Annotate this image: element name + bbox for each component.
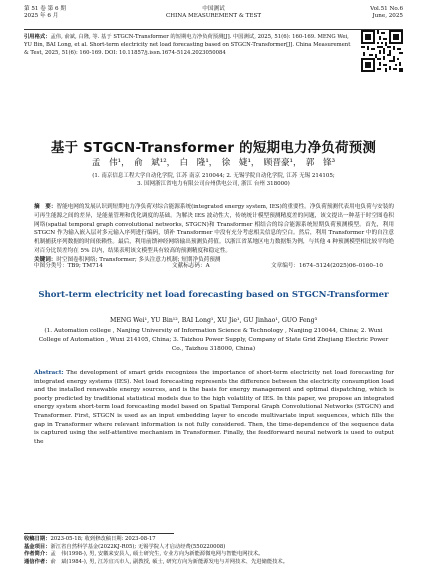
keywords-cn-text: 时空图卷积网络; Transformer; 多头注意力机制; 短期净负荷预测 xyxy=(56,256,221,263)
received-date xyxy=(24,536,403,544)
citation-label: 引用格式： xyxy=(24,34,51,40)
corresponding-label: 通信作者： xyxy=(24,558,51,565)
fund-text: 浙江省自然科学基金(2022KJ-R05); 无锡学院人才启动经费(550220008) xyxy=(50,543,226,550)
abstract-en xyxy=(34,369,394,446)
authors-cn: 孟 伟¹， 俞 斌¹²， 白 隆¹， 徐 婕¹， 顾晋豪¹， 郭 锋³ xyxy=(91,158,336,168)
clc-number: 中图分类号：TB9; TM714 xyxy=(34,263,103,269)
abstract-en-text: The development of smart grids recognizes the importance of short-term electricity net load forecasting for integrated energy systems (IES). Net load forecasting represents the difference between the electricity consumption load and the installed renewable energy sources, and is the basis for energy management and optimal dispatching, which is poorly predicted by traditional statistical models due to the high volatility of IES. In this paper, we propose an integrated energy system short-term load forecasting model based on Spatial Temporal Graph Convolutional Networks (STGCN) and Transformer. First, STGCN is used as an input embedding layer to encode multivariate input sequences, which fills the gap in Transformer where relevant information is not fully considered. Then, the time-dependence of the sequence data is captured using the self-attentive mechanism in Transformer. Finally, the feedforward neural network is used to output the xyxy=(34,370,394,445)
received-label: 收稿日期： xyxy=(24,536,51,542)
article-title-cn: 基于 STGCN-Transformer 的短期电力净负荷预测 xyxy=(50,140,377,156)
header-volume-en: Vol.51 No.6 June, 2025 xyxy=(370,6,403,19)
citation-block xyxy=(24,33,352,57)
abstract-cn-label: 摘 要： xyxy=(34,204,57,210)
article-title-en: Short-term electricity net load forecasting based on STGCN-Transformer xyxy=(38,290,389,300)
abstract-cn-text: 智能电网的发展认识到短期电力净负荷对综合能源系统(integrated energy system, IES)的重要性。净负荷预测代表用电负荷与安装的可再生能源之间的差异，是能量管理和优化调度的基础。为解决 IES 波动性大，传统统计模型预测精度差的问题，该文提出一种基于时空图卷积网络(spatial temporal graph convolutional networks, STGCN)和 Transformer 相结合的综合能源系统短期负荷预测模型。首先，利用 STGCN 作为输入嵌入层对多元输入序列进行编码，填补 Transformer 中没有充分考虑相关信息的空白。然后，利用 Transformer 中的自注意机制捕获序列数据的时间依赖性。最后，利用前馈神经网络输出预测负荷值。以浙江省某地区电力数据集为例，与其他 4 种预测模型相比较平均绝对百分比误差均在 5% 以内，结果表明该文模型具有较高的预测精度和稳定性。 xyxy=(34,204,394,254)
qr-code-icon xyxy=(361,30,403,72)
authors-en: MENG Wei¹, YU Bin¹², BAI Long¹, XU Jie¹, GU Jinhao¹, GUO Feng³ xyxy=(109,317,318,324)
fund-label: 基金项目： xyxy=(24,543,51,550)
article-number: 文章编号：1674–5124(2025)06–0160–10 xyxy=(271,263,383,269)
affiliations-cn: (1. 南京信息工程大学自动化学院, 江苏 南京 210044; 2. 无锡学院自动化学院, 江苏 无锡 214105; 3. 国网浙江省电力有限公司台州供电公司, 浙江 台州 318000) xyxy=(92,173,335,188)
keywords-cn-label: 关键词： xyxy=(34,256,57,263)
abstract-en-label: Abstract: xyxy=(34,370,64,376)
header-rule xyxy=(24,29,403,30)
journal-header xyxy=(24,6,403,28)
author-bio xyxy=(24,551,403,559)
corresponding-author xyxy=(24,559,403,567)
citation-text: 孟伟, 俞斌, 白隆, 等. 基于 STGCN-Transformer 的短期电力净负荷预测[J]. 中国测试, 2025, 51(6): 160-169. MENG Wei, YU Bin, BAI Long, et al. Short-term electricity net load forecasting based on STGCN-Transformer[J]. China Measurement & Test, 2025, 51(6): 160-169. DOI: 10.11857/j.issn.1674-5124.2023050084 xyxy=(24,34,351,56)
header-volume-cn: 第 51 卷 第 6 期 2025 年 6 月 xyxy=(24,6,66,19)
header-journal-name: 中国测试 CHINA MEASUREMENT & TEST xyxy=(165,6,262,19)
abstract-cn xyxy=(34,203,394,265)
document-code: 文献标志码：A xyxy=(172,263,210,269)
bio-text: 孟 伟(1998-), 男, 安徽来安县人, 硕士研究生, 专业方向为新能源微电网与智能电网技术。 xyxy=(50,551,264,558)
footer-rule xyxy=(24,533,174,534)
bio-label: 作者简介： xyxy=(24,551,51,558)
affiliations-en: (1. Automation college , Nanjing University of Information Science & Technology , Nanjing 210044, China; 2. Wuxi College of Automation , Wuxi 214105, China; 3. Taizhou Power Supply, Company of State Grid Zhejiang Electric Power Co., Taizhou 318000, China) xyxy=(38,328,389,352)
received-text: 2023-05-18; 收到修改稿日期: 2023-08-17 xyxy=(50,536,156,542)
corresponding-text: 俞 斌(1984-), 男, 江苏宜兴市人, 副教授, 硕士, 研究方向为新能源发电与并网技术、先进储能技术。 xyxy=(50,558,289,565)
footnotes xyxy=(24,536,403,566)
